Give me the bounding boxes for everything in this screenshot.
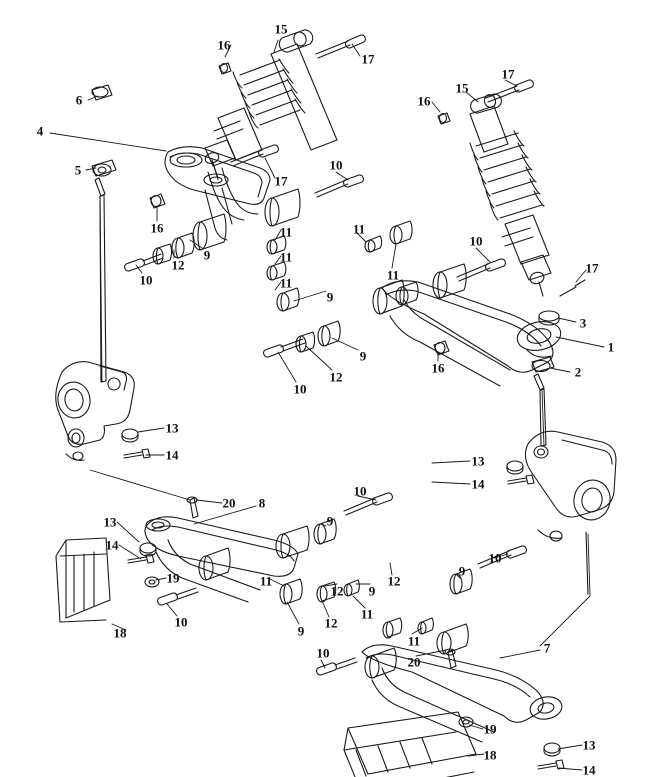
callout-16: 16 bbox=[217, 37, 231, 53]
callout-10-b: 10 bbox=[469, 233, 483, 249]
callout-8: 8 bbox=[258, 495, 266, 511]
callout-10-d: 10 bbox=[353, 483, 367, 499]
callout-10-e: 10 bbox=[488, 550, 502, 566]
callout-19-a: 19 bbox=[166, 570, 180, 586]
callout-14-c: 14 bbox=[105, 537, 119, 553]
callout-19-b: 19 bbox=[483, 721, 497, 737]
hardware-10-9-lower-left bbox=[314, 493, 392, 544]
callout-10-a: 10 bbox=[139, 272, 153, 288]
callout-11-f: 11 bbox=[259, 573, 273, 589]
fastener-13-14-left bbox=[122, 429, 150, 458]
callout-12-b: 12 bbox=[329, 369, 343, 385]
callout-10-f: 10 bbox=[174, 614, 188, 630]
callout-7: 7 bbox=[543, 640, 551, 656]
callout-9-f: 9 bbox=[368, 583, 376, 599]
callout-14-a: 14 bbox=[165, 447, 179, 463]
bolt-17-upper-left bbox=[316, 35, 365, 58]
callout-3: 3 bbox=[579, 315, 587, 331]
right-steering-knuckle bbox=[525, 431, 616, 594]
callout-11-e: 11 bbox=[386, 267, 400, 283]
callout-15-right: 15 bbox=[455, 80, 469, 96]
callout-12-e: 12 bbox=[324, 615, 338, 631]
bolt-10-mid-left bbox=[264, 321, 341, 357]
fastener-13-14-right-bottom bbox=[538, 743, 564, 769]
callout-10-top: 10 bbox=[329, 157, 343, 173]
callout-16-c: 16 bbox=[431, 360, 445, 376]
callout-16-right: 16 bbox=[417, 93, 431, 109]
callout-11-g: 11 bbox=[360, 606, 374, 622]
callout-9-a: 9 bbox=[203, 247, 211, 263]
callout-13-c: 13 bbox=[103, 514, 117, 530]
callout-9-d: 9 bbox=[326, 513, 334, 529]
callout-11-h: 11 bbox=[407, 633, 421, 649]
callout-11-c: 11 bbox=[279, 249, 293, 265]
hardware-10-bottom-left-of-arm7 bbox=[317, 658, 357, 675]
nut-6 bbox=[92, 85, 112, 100]
callout-2: 2 bbox=[574, 364, 582, 380]
callout-18-b: 18 bbox=[483, 747, 497, 763]
callout-6: 6 bbox=[75, 92, 83, 108]
callout-12-a: 12 bbox=[171, 257, 185, 273]
ball-joint-5 bbox=[92, 160, 116, 382]
bolt-17-upper-right bbox=[486, 80, 533, 102]
nut-16-upper-left bbox=[219, 63, 231, 74]
callout-12-d: 12 bbox=[330, 583, 344, 599]
washer-3 bbox=[539, 311, 559, 325]
callout-1: 1 bbox=[607, 339, 615, 355]
callout-18-a: 18 bbox=[113, 625, 127, 641]
bushings-lower-left-row bbox=[280, 579, 359, 604]
hardware-10-12-9-lower-left-2 bbox=[158, 588, 198, 605]
bolt-17-arm-left bbox=[231, 145, 278, 166]
skid-plate-18-right bbox=[344, 712, 476, 777]
callout-13-b: 13 bbox=[471, 453, 485, 469]
callout-9-e: 9 bbox=[458, 563, 466, 579]
callout-9-b: 9 bbox=[326, 289, 334, 305]
callout-12-c: 12 bbox=[387, 573, 401, 589]
callout-4: 4 bbox=[36, 123, 44, 139]
callout-11-d: 11 bbox=[279, 275, 293, 291]
callout-11-b: 11 bbox=[352, 221, 366, 237]
callout-20-b: 20 bbox=[407, 654, 421, 670]
bolt-17-right-lower bbox=[560, 280, 585, 296]
fastener-13-14-right bbox=[507, 461, 534, 484]
callout-20-a: 20 bbox=[222, 495, 236, 511]
callout-17-right: 17 bbox=[501, 66, 515, 82]
callout-9-c: 9 bbox=[359, 348, 367, 364]
callout-14-d: 14 bbox=[582, 762, 596, 777]
bushing-11-column bbox=[267, 236, 299, 311]
callout-13-a: 13 bbox=[165, 420, 179, 436]
callout-17-arm: 17 bbox=[274, 173, 288, 189]
callout-15: 15 bbox=[274, 21, 288, 37]
callout-13-d: 13 bbox=[582, 737, 596, 753]
nut-16-lower-right-arm bbox=[434, 341, 449, 355]
callout-17: 17 bbox=[361, 51, 375, 67]
fastener-13-14-19-left-plate bbox=[128, 543, 159, 587]
nut-16-left-arm bbox=[150, 194, 165, 208]
bolt-10-top-mid bbox=[315, 175, 363, 197]
shock-absorber-upper-right bbox=[470, 93, 551, 296]
callout-17-c: 17 bbox=[585, 260, 599, 276]
callout-14-b: 14 bbox=[471, 476, 485, 492]
callout-10-g: 10 bbox=[316, 645, 330, 661]
callout-11-a: 11 bbox=[279, 224, 293, 240]
callout-10-c: 10 bbox=[293, 381, 307, 397]
callout-16-left-arm: 16 bbox=[150, 220, 164, 236]
nut-16-upper-right bbox=[438, 113, 450, 124]
bolt-10-right-upper bbox=[457, 259, 505, 281]
skid-plate-18-left bbox=[56, 538, 110, 622]
left-steering-knuckle bbox=[55, 362, 134, 461]
callout-9-g: 9 bbox=[297, 623, 305, 639]
callout-5: 5 bbox=[74, 162, 82, 178]
